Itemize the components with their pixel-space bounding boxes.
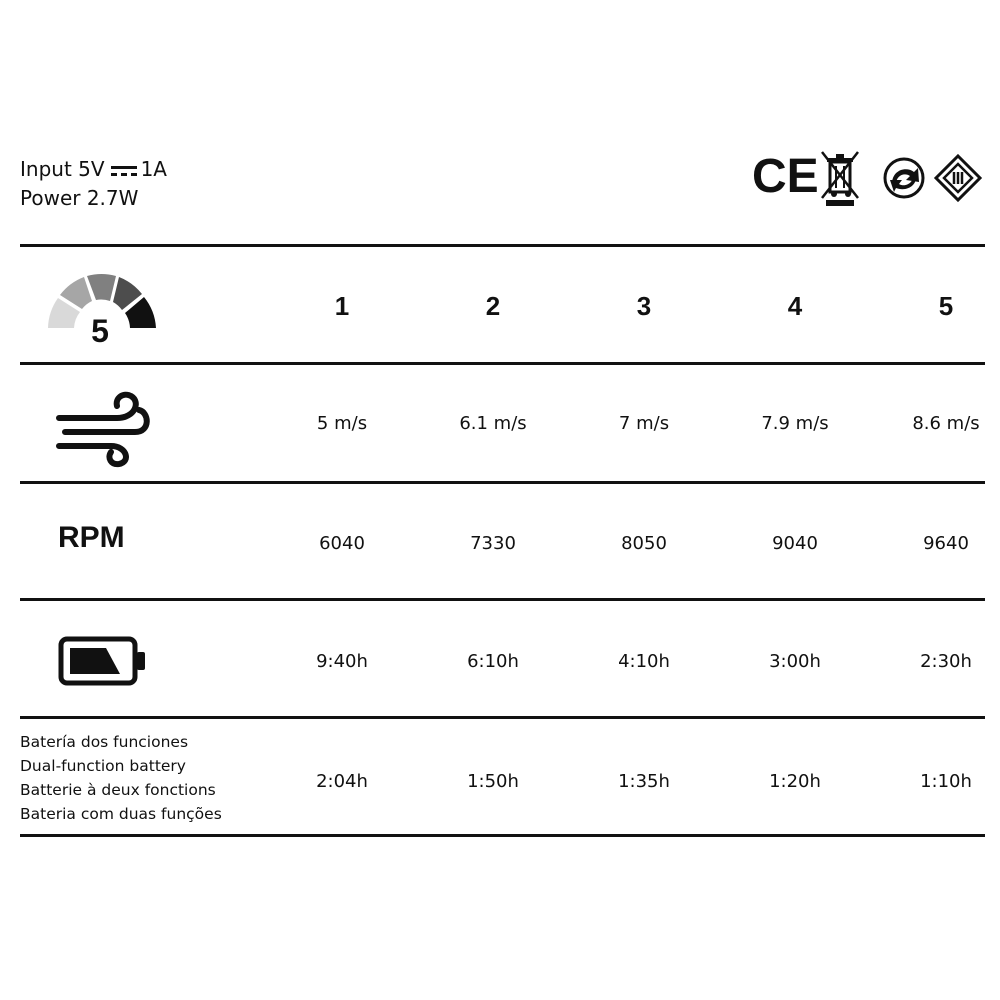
- dual-function-time: 1:50h: [467, 771, 519, 792]
- ce-mark: [752, 150, 819, 203]
- rpm-value: 8050: [621, 533, 667, 554]
- speed-level-2: 2: [485, 291, 501, 321]
- rpm-label: RPM: [58, 521, 125, 554]
- battery-time: 6:10h: [467, 651, 519, 672]
- rpm-value: 7330: [470, 533, 516, 554]
- speed-level-1: 1: [334, 291, 350, 321]
- dual-function-time: 1:35h: [618, 771, 670, 792]
- dual-function-label-en: Dual-function battery: [20, 757, 186, 775]
- class-iii-icon: [936, 156, 980, 200]
- table-rule: [20, 481, 985, 484]
- certification-marks: [752, 150, 984, 206]
- table-rule: [20, 834, 985, 837]
- dual-function-label-pt: Bateria com duas funções: [20, 805, 222, 823]
- table-rule: [20, 362, 985, 365]
- battery-time: 2:30h: [920, 651, 972, 672]
- table-rule: [20, 244, 985, 247]
- rpm-value: 6040: [319, 533, 365, 554]
- dc-current-icon: [111, 166, 137, 176]
- weee-crossed-bin-icon: [822, 152, 858, 206]
- table-rule: [20, 598, 985, 601]
- speed-gauge-icon: [40, 268, 165, 348]
- airflow-value: 6.1 m/s: [459, 413, 527, 434]
- speed-level-4: 4: [787, 291, 803, 321]
- input-spec: [20, 155, 167, 183]
- dual-function-labels: [20, 730, 222, 826]
- airflow-value: 7 m/s: [618, 413, 670, 434]
- power-spec: Power 2.7W: [20, 186, 139, 210]
- input-current: 1A: [140, 157, 167, 181]
- battery-time: 4:10h: [618, 651, 670, 672]
- ce-mark-text: CE: [752, 150, 819, 203]
- airflow-value: 7.9 m/s: [761, 413, 829, 434]
- dual-function-time: 1:10h: [920, 771, 972, 792]
- input-voltage: Input 5V: [20, 157, 105, 181]
- rpm-value: 9640: [923, 533, 969, 554]
- dual-function-label-es: Batería dos funciones: [20, 733, 189, 751]
- battery-icon: [58, 636, 148, 688]
- dual-function-time: 2:04h: [316, 771, 368, 792]
- table-rule: [20, 716, 985, 719]
- speed-level-5: 5: [938, 291, 954, 321]
- battery-time: 9:40h: [316, 651, 368, 672]
- green-dot-recycling-icon: [885, 159, 923, 197]
- airflow-value: 5 m/s: [316, 413, 368, 434]
- airflow-value: 8.6 m/s: [912, 413, 980, 434]
- rpm-value: 9040: [772, 533, 818, 554]
- battery-time: 3:00h: [769, 651, 821, 672]
- wind-icon: [55, 390, 150, 468]
- speed-gauge-label: 5: [91, 313, 109, 348]
- speed-level-3: 3: [636, 291, 652, 321]
- dual-function-label-fr: Batterie à deux fonctions: [20, 781, 216, 799]
- dual-function-time: 1:20h: [769, 771, 821, 792]
